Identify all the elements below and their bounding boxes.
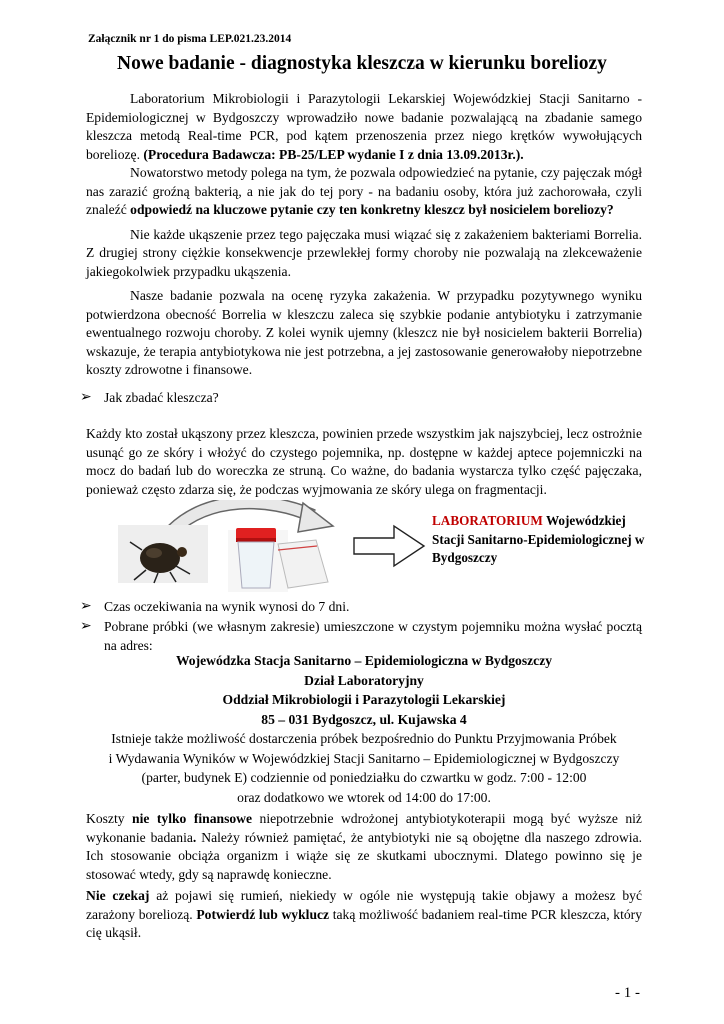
laboratory-label-rest: Wojewódzkiej Stacji Sanitarno-Epidemiologicznej w Bydgoszczy	[432, 513, 645, 565]
intro-paragraph-4: Nasze badanie pozwala na ocenę ryzyka zakażenia. W przypadku pozytywnego wyniku potwierdzona obecność Borrelia w kleszczu zaleca się szybkie podanie antybiotyku i zatrzymanie ewentualnego rozwoju choroby. Z kolei wynik ujemny (kleszcz nie był nosicielem bakterii Borrelia) wskazuje, że terapia antybiotykowa nie jest potrzebna, a jej zastosowanie generowałoby niepotrzebne koszty zdrowotne i finansowe.	[86, 288, 642, 377]
laboratory-label-red: LABORATORIUM	[432, 513, 543, 528]
specimen-container-photo	[228, 528, 288, 592]
arrow-bullet-icon: ➢	[80, 390, 92, 405]
intro-paragraph-3: Nie każde ukąszenie przez tego pajęczaka musi wiązać się z zakażeniem bakteriami Borrelia. Z drugiej strony ciężkie konsekwencje przewlekłej formy choroby nie pozwalają na zlekceważenie jakiegokolwiek przypadku ukąszenia.	[86, 226, 642, 279]
how-question-row	[80, 388, 642, 408]
how-paragraph: Każdy kto został ukąszony przez kleszcza, powinien przede wszystkim jak najszybciej, lecz ostrożnie usunąć go ze skóry i włożyć do czystego pojemnika, np. dostępne w każdej aptece pojemniczki na mocz do badań lub do woreczka ze struną. Co ważne, do badania wystarcza tylko część pajęczaka, ponieważ często zdarza się, że podczas wyjmowania ze skóry ulega on fragmentacji.	[86, 426, 642, 497]
laboratory-label	[432, 512, 652, 568]
address-line-3: Oddział Mikrobiologii i Parazytologii Lekarskiej	[222, 692, 506, 707]
tick-photo	[118, 525, 208, 583]
address-line-2: Dział Laboratoryjny	[304, 672, 424, 688]
page-number: - 1 -	[615, 985, 640, 1001]
bullet-item-1: ➢ Czas oczekiwania na wynik wynosi do 7 dni.	[80, 599, 350, 614]
address-line-5: Istnieje także możliwość dostarczenia próbek bezpośrednio do Punktu Przyjmowania Próbek	[111, 731, 617, 746]
closing-paragraph: Nie czekaj aż pojawi się rumień, niekiedy w ogóle nie występują takie objawy a możesz być zarażony boreliozą. Potwierdź lub wyklucz taką możliwość badaniem real-time PCR kleszcza, który cię ukąsił.	[86, 888, 643, 940]
address-block	[86, 651, 642, 807]
document-reference: Załącznik nr 1 do pisma LEP.021.23.2014	[88, 33, 292, 45]
address-line-7: (parter, budynek E) codziennie od poniedziałku do czwartku w godz. 7:00 - 12:00	[141, 770, 587, 785]
intro-paragraph-2: Nowatorstwo metody polega na tym, że pozwala odpowiedzieć na pytanie, czy pajęczak mógł nas zarazić groźną bakterią, a nie jak do tej pory - na badaniu osoby, która już zachorowała, czyli znaleźć odpowiedź na kluczowe pytanie czy ten konkretny kleszcz był nosicielem boreliozy?	[86, 165, 642, 217]
right-arrow-icon	[354, 526, 424, 566]
intro-paragraph-1: Laboratorium Mikrobiologii i Parazytologii Lekarskiej Wojewódzkiej Stacji Sanitarno -Epidemiologicznej w Bydgoszczy wprowadziło nowe badanie pozwalającą na zbadanie samego kleszcza metodą Real-time PCR, pod kątem przenoszenia przez niego krętków wywołujących boreliozę. (Procedura Badawcza: PB-25/LEP wydanie I z dnia 13.09.2013r.).	[86, 91, 642, 162]
procedure-figure	[118, 500, 428, 595]
address-line-6: i Wydawania Wyników w Wojewódzkiej Stacji Sanitarno – Epidemiologicznej w Bydgoszczy	[108, 750, 620, 766]
arrow-bullet-icon: ➢	[80, 619, 92, 634]
how-question: Jak zbadać kleszcza?	[104, 390, 219, 405]
page-title: Nowe badanie - diagnostyka kleszcza w kierunku boreliozy	[117, 53, 607, 74]
address-line-4: 85 – 031 Bydgoszcz, ul. Kujawska 4	[261, 711, 467, 727]
address-line-1: Wojewódzka Stacja Sanitarno – Epidemiologiczna w Bydgoszczy	[175, 653, 553, 668]
arrow-bullet-icon: ➢	[80, 599, 92, 614]
bullet-item-2: ➢ Pobrane próbki (we własnym zakresie) umieszczone w czystym pojemniku można wysłać pocztą na adres:	[80, 619, 642, 653]
costs-paragraph: Koszty nie tylko finansowe niepotrzebnie wdrożonej antybiotykoterapii mogą być wyższe niż wykonanie badania. Należy również pamiętać, że antybiotyki nie są obojętne dla naszego zdrowia. Ich stosowanie obciąża organizm i wiąże się ze skutkami ubocznymi. Dlatego powinno się je stosować wtedy, gdy są naprawdę konieczne.	[86, 811, 643, 882]
intro-section	[86, 90, 642, 380]
address-line-8: oraz dodatkowo we wtorek od 14:00 do 17:00.	[237, 789, 491, 805]
